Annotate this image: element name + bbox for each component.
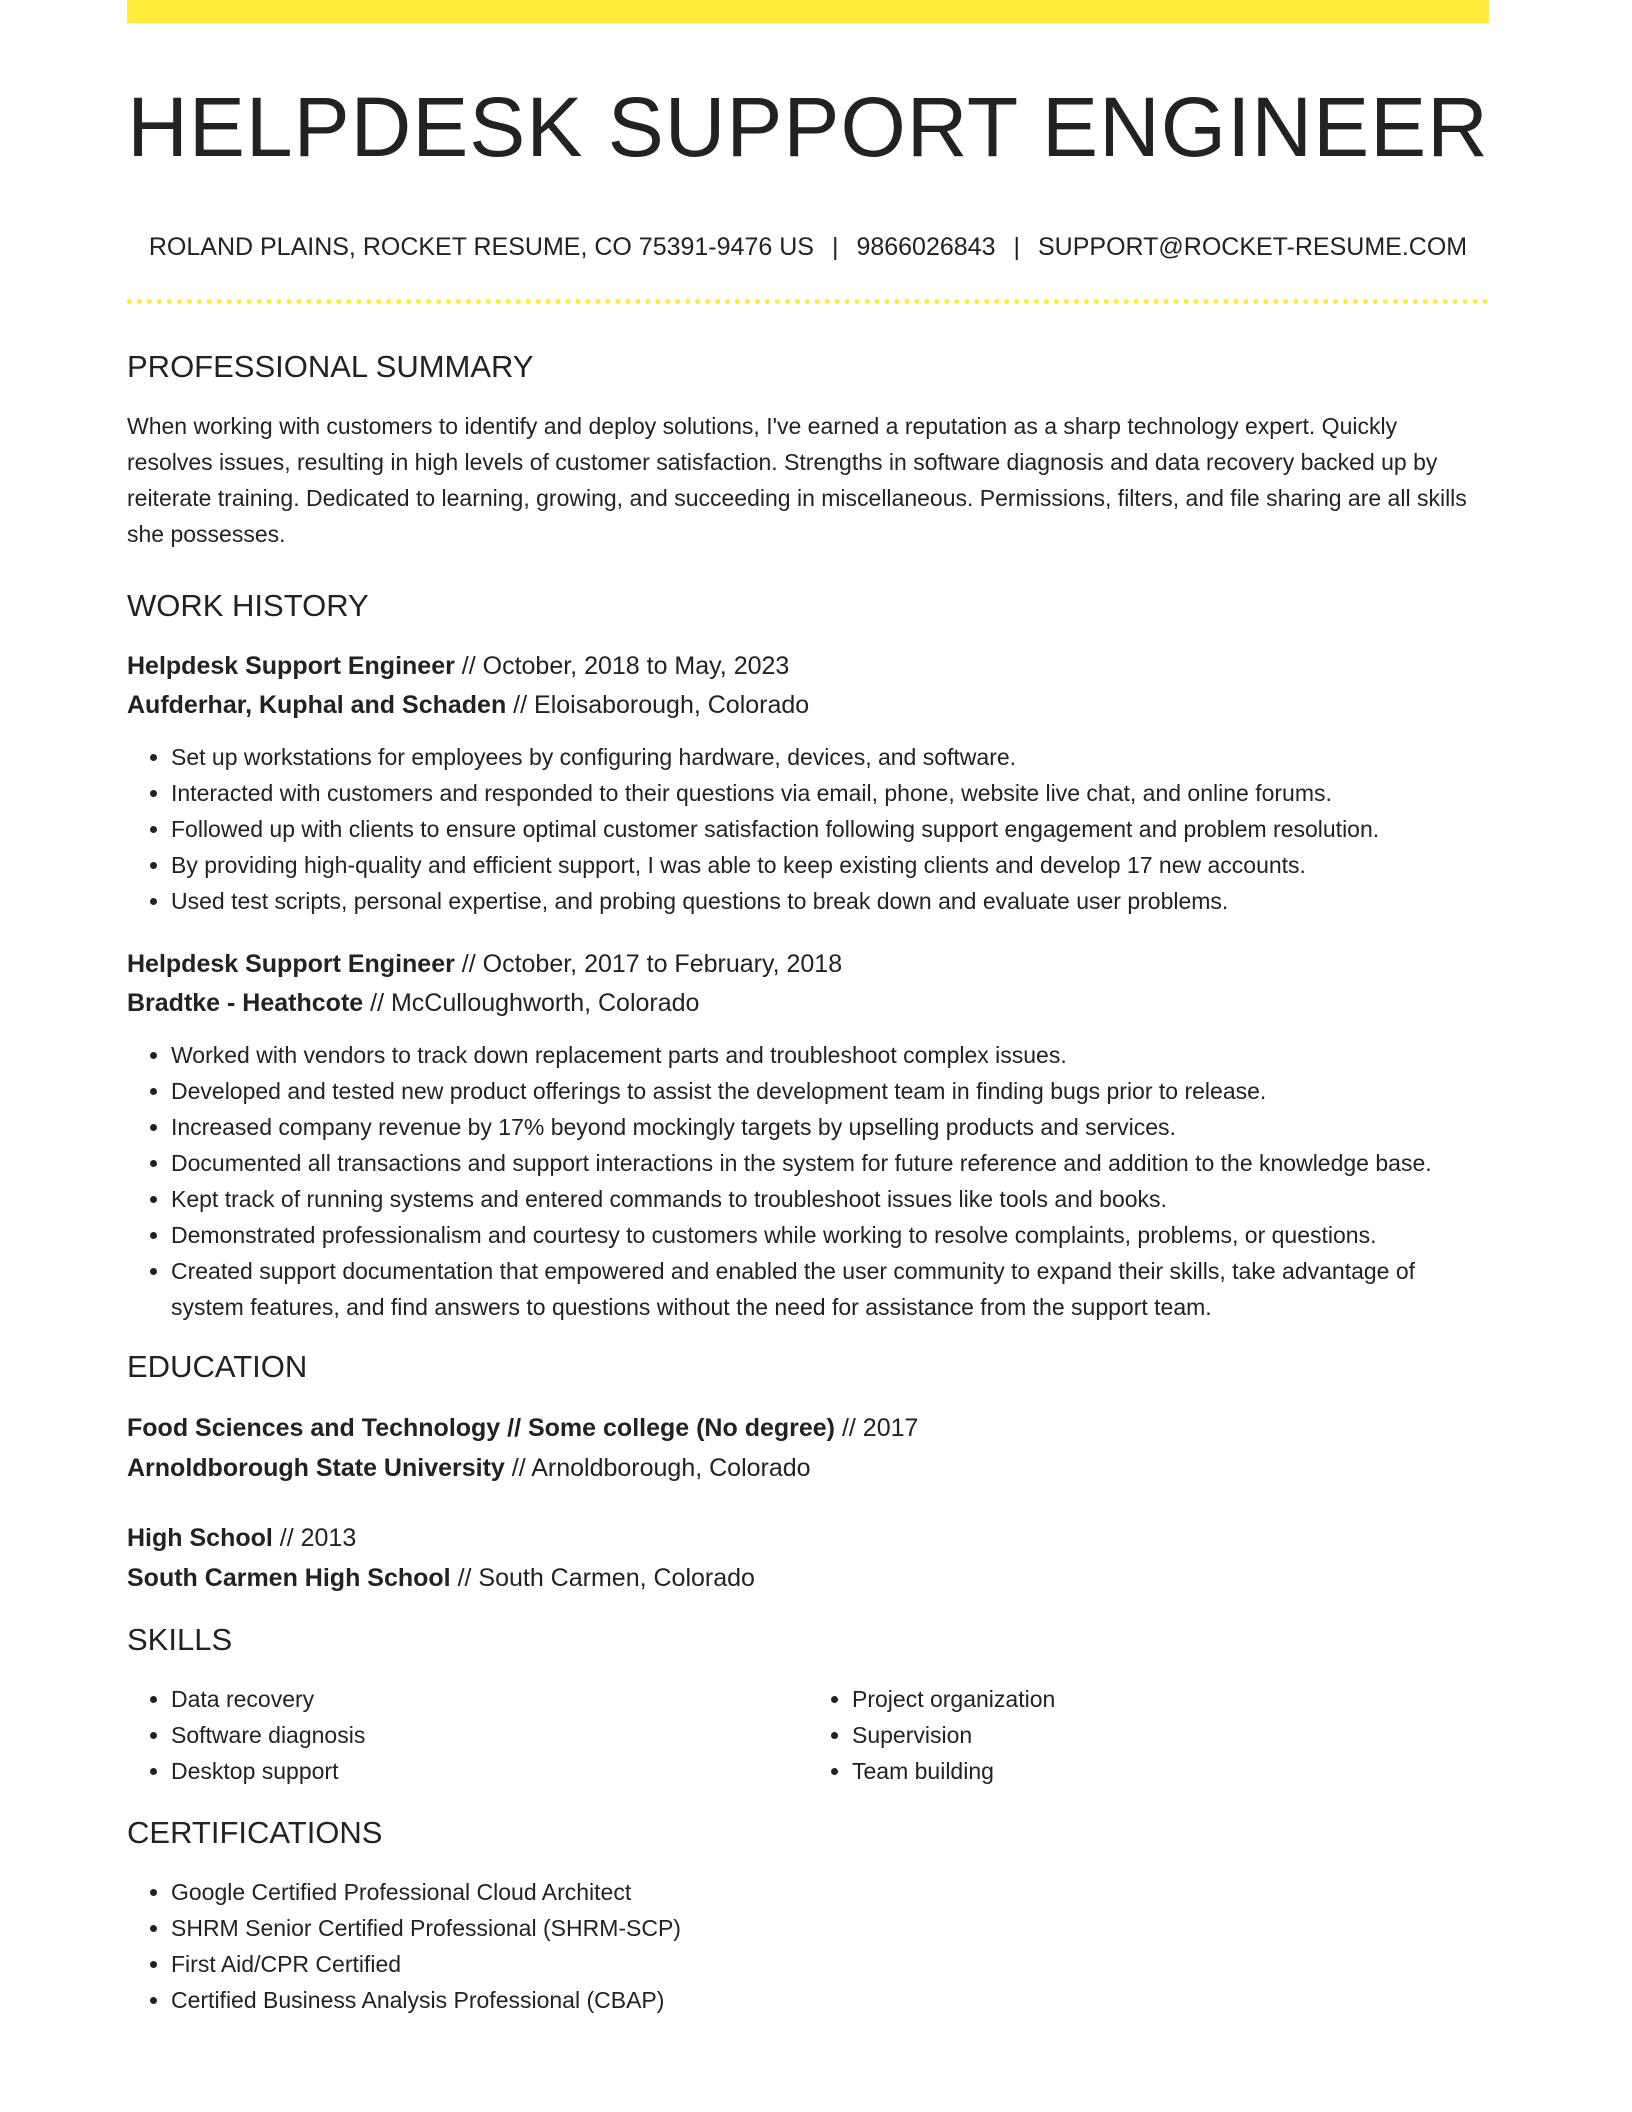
section-heading-certifications: CERTIFICATIONS <box>127 1815 383 1850</box>
contact-address: ROLAND PLAINS, ROCKET RESUME, CO 75391-9476 US <box>148 233 814 261</box>
dotted-divider <box>127 299 1489 304</box>
list-item: • Created support documentation that empowered and enabled the user community to expand their skills, take advantage of system features, and find answers to questions without the need for assistance from the support team. <box>171 1253 1489 1325</box>
list-item: • Documented all transactions and support interactions in the system for future reference and addition to the knowledge base. <box>171 1145 1489 1181</box>
skill-item: • Desktop support <box>171 1753 808 1789</box>
job-entry <box>127 945 1489 1325</box>
contact-line <box>127 235 1489 260</box>
section-heading-work: WORK HISTORY <box>127 588 369 623</box>
list-item: • Worked with vendors to track down replacement parts and troubleshoot complex issues. <box>171 1037 1489 1073</box>
skills-column-right <box>808 1681 1489 1789</box>
job-title-line <box>127 647 1489 686</box>
job-company-line <box>127 686 1489 725</box>
list-item: • Set up workstations for employees by configuring hardware, devices, and software. <box>171 739 1489 775</box>
skill-item: • Data recovery <box>171 1681 808 1717</box>
education-school-line <box>127 1448 1489 1488</box>
section-heading-summary: PROFESSIONAL SUMMARY <box>127 349 534 384</box>
contact-phone: 9866026843 <box>856 233 996 261</box>
job-company: Aufderhar, Kuphal and Schaden <box>127 691 507 719</box>
education-entry <box>127 1408 1489 1488</box>
job-dates: // October, 2017 to February, 2018 <box>454 950 843 978</box>
list-item: • Used test scripts, personal expertise, and probing questions to break down and evaluate user problems. <box>171 883 1489 919</box>
job-bullets <box>127 739 1489 919</box>
education-year: // 2017 <box>835 1414 919 1442</box>
education-school: South Carmen High School <box>127 1564 451 1592</box>
accent-bar <box>127 0 1489 23</box>
skill-item: • Project organization <box>852 1681 1489 1717</box>
list-item: • By providing high-quality and efficient support, I was able to keep existing clients and develop 17 new accounts. <box>171 847 1489 883</box>
summary-text: When working with customers to identify and deploy solutions, I've earned a reputation as a sharp technology expert. Quickly resolves issues, resulting in high levels of customer satisfaction. Strengths in software diagnosis and data recovery backed up by reiterate training. Dedicated to learning, growing, and succeeding in miscellaneous. Permissions, filters, and file sharing are all skills she possesses. <box>127 413 1467 547</box>
list-item: • Kept track of running systems and entered commands to troubleshoot issues like tools and books. <box>171 1181 1489 1217</box>
job-entry <box>127 647 1489 919</box>
list-item: • Developed and tested new product offerings to assist the development team in finding bugs prior to release. <box>171 1073 1489 1109</box>
skills-grid <box>127 1681 1489 1789</box>
education-location: // South Carmen, Colorado <box>450 1564 755 1592</box>
certification-item: • Certified Business Analysis Professional (CBAP) <box>171 1982 1489 2018</box>
education-year: // 2013 <box>272 1524 357 1552</box>
education-school-line <box>127 1558 1489 1598</box>
section-heading-skills: SKILLS <box>127 1622 233 1657</box>
job-title: Helpdesk Support Engineer <box>127 950 455 978</box>
certifications-list <box>127 1874 1489 2018</box>
education-degree-line <box>127 1408 1489 1448</box>
resume-page <box>127 0 1489 2018</box>
education-degree-line <box>127 1518 1489 1558</box>
certification-item: • Google Certified Professional Cloud Architect <box>171 1874 1489 1910</box>
resume-title: HELPDESK SUPPORT ENGINEER <box>127 80 1489 174</box>
job-company-line <box>127 984 1489 1023</box>
skill-item: • Supervision <box>852 1717 1489 1753</box>
job-bullets <box>127 1037 1489 1325</box>
job-title: Helpdesk Support Engineer <box>127 652 455 680</box>
certification-item: • First Aid/CPR Certified <box>171 1946 1489 1982</box>
certification-item: • SHRM Senior Certified Professional (SHRM-SCP) <box>171 1910 1489 1946</box>
list-item: • Interacted with customers and responded to their questions via email, phone, website live chat, and online forums. <box>171 775 1489 811</box>
job-location: // Eloisaborough, Colorado <box>506 691 810 719</box>
education-degree: High School <box>127 1524 273 1552</box>
contact-separator: | <box>1013 233 1020 261</box>
job-company: Bradtke - Heathcote <box>127 989 364 1017</box>
list-item: • Increased company revenue by 17% beyond mockingly targets by upselling products and services. <box>171 1109 1489 1145</box>
contact-email: SUPPORT@ROCKET-RESUME.COM <box>1037 233 1468 261</box>
contact-separator: | <box>831 233 839 261</box>
section-heading-education: EDUCATION <box>127 1349 308 1384</box>
education-school: Arnoldborough State University <box>127 1454 505 1482</box>
job-dates: // October, 2018 to May, 2023 <box>454 652 790 680</box>
skill-item: • Team building <box>852 1753 1489 1789</box>
education-entry <box>127 1518 1489 1598</box>
list-item: • Followed up with clients to ensure optimal customer satisfaction following support engagement and problem resolution. <box>171 811 1489 847</box>
job-title-line <box>127 945 1489 984</box>
job-location: // McCulloughworth, Colorado <box>363 989 700 1017</box>
list-item: • Demonstrated professionalism and courtesy to customers while working to resolve complaints, problems, or questions. <box>171 1217 1489 1253</box>
education-degree: Food Sciences and Technology // Some college (No degree) <box>127 1414 836 1442</box>
skill-item: • Software diagnosis <box>171 1717 808 1753</box>
skills-column-left <box>127 1681 808 1789</box>
education-location: // Arnoldborough, Colorado <box>504 1454 811 1482</box>
